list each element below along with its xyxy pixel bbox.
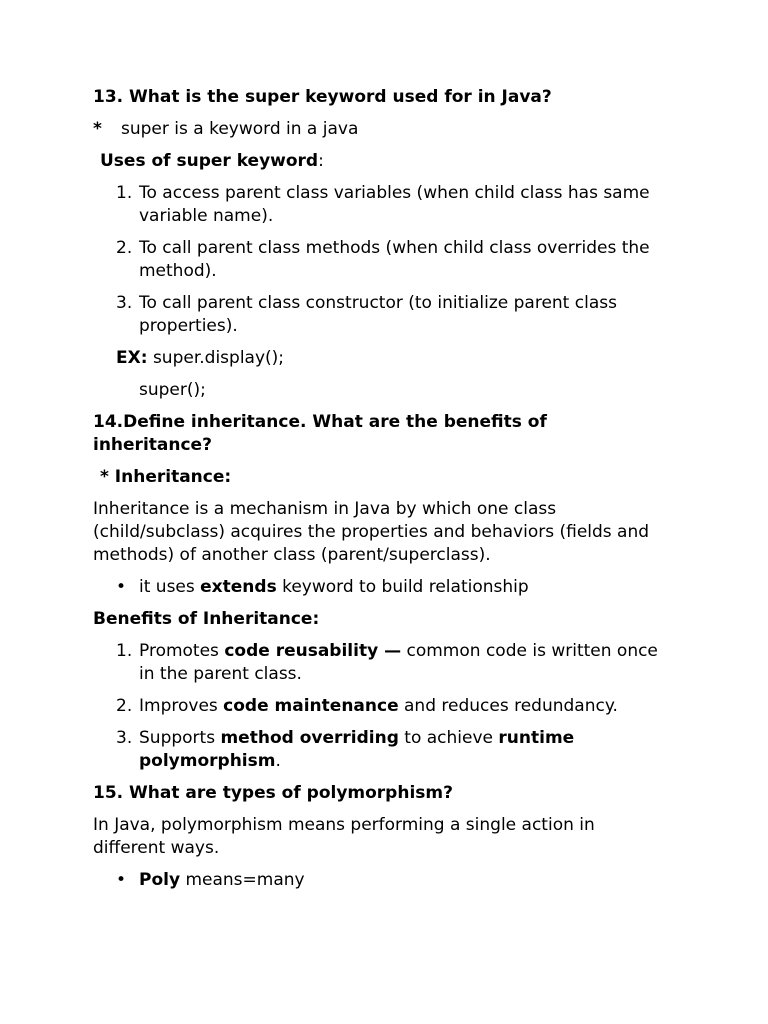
benefit-mid: to achieve (398, 728, 499, 748)
bullet-icon: • (116, 577, 127, 597)
list-item-number: 3. (116, 728, 133, 748)
example-code-2: super(); (139, 380, 206, 400)
q14-definition: Inheritance is a mechanism in Java by which one class (child/subclass) acquires the properties and behaviors (fields and methods) of another class (parent/superclass). (93, 499, 650, 565)
list-item-text: To call parent class constructor (to initialize parent class properties). (139, 293, 617, 336)
q15-bullet-list (93, 869, 663, 892)
q14-bullet-list (93, 576, 663, 599)
document-page (93, 86, 663, 901)
benefit-post: common code is written once in the parent class. (139, 641, 658, 684)
q15-intro: In Java, polymorphism means performing a single action in different ways. (93, 815, 595, 858)
benefit-pre: Promotes (139, 641, 225, 661)
benefit-post: and reduces redundancy. (398, 696, 618, 716)
question-13-title: 13. What is the super keyword used for in Java? (93, 87, 552, 107)
bullet-icon: • (116, 870, 127, 890)
bullet-pre: it uses (139, 577, 201, 597)
example-label: EX: (116, 348, 148, 368)
list-item (93, 292, 663, 338)
question-14-title: 14.Define inheritance. What are the benefits of inheritance? (93, 412, 547, 455)
benefit-bold-2: runtime polymorphism (139, 728, 575, 771)
list-item (93, 237, 663, 283)
list-item (93, 869, 663, 892)
list-item-number: 1. (116, 183, 133, 203)
q13-intro-line (93, 118, 663, 141)
list-item-text: To access parent class variables (when child class has same variable name). (139, 183, 650, 226)
benefit-bold: method overriding (220, 728, 399, 748)
list-item-number: 2. (116, 696, 133, 716)
q14-sub-heading: * Inheritance: (100, 467, 232, 487)
q14-benefits-heading: Benefits of Inheritance: (93, 609, 320, 629)
bullet-post: keyword to build relationship (276, 577, 529, 597)
q13-uses-heading (93, 150, 663, 173)
list-item (93, 695, 663, 718)
list-item-number: 1. (116, 641, 133, 661)
benefit-pre: Improves (139, 696, 224, 716)
q13-uses-list (93, 182, 663, 338)
benefit-bold: code maintenance (223, 696, 399, 716)
list-item (93, 182, 663, 228)
example-code-1: super.display(); (152, 348, 285, 368)
list-item-text: To call parent class methods (when child class overrides the method). (139, 238, 650, 281)
q13-example-line (93, 347, 663, 370)
benefit-post: . (275, 751, 281, 771)
list-item (93, 640, 663, 686)
bullet-bold: extends (200, 577, 277, 597)
q14-benefits-list (93, 640, 663, 773)
bullet-post: means=many (180, 870, 305, 890)
q13-uses-label: Uses of super keyword (100, 151, 319, 171)
q13-intro-text: super is a keyword in a java (121, 119, 359, 139)
asterisk-marker: * (93, 119, 102, 139)
benefit-bold: code reusability — (224, 641, 402, 661)
bullet-bold: Poly (139, 870, 181, 890)
list-item-number: 3. (116, 293, 133, 313)
question-15-title: 15. What are types of polymorphism? (93, 783, 453, 803)
benefit-pre: Supports (139, 728, 221, 748)
list-item (93, 727, 663, 773)
q13-uses-colon: : (318, 151, 324, 171)
list-item-number: 2. (116, 238, 133, 258)
list-item (93, 576, 663, 599)
